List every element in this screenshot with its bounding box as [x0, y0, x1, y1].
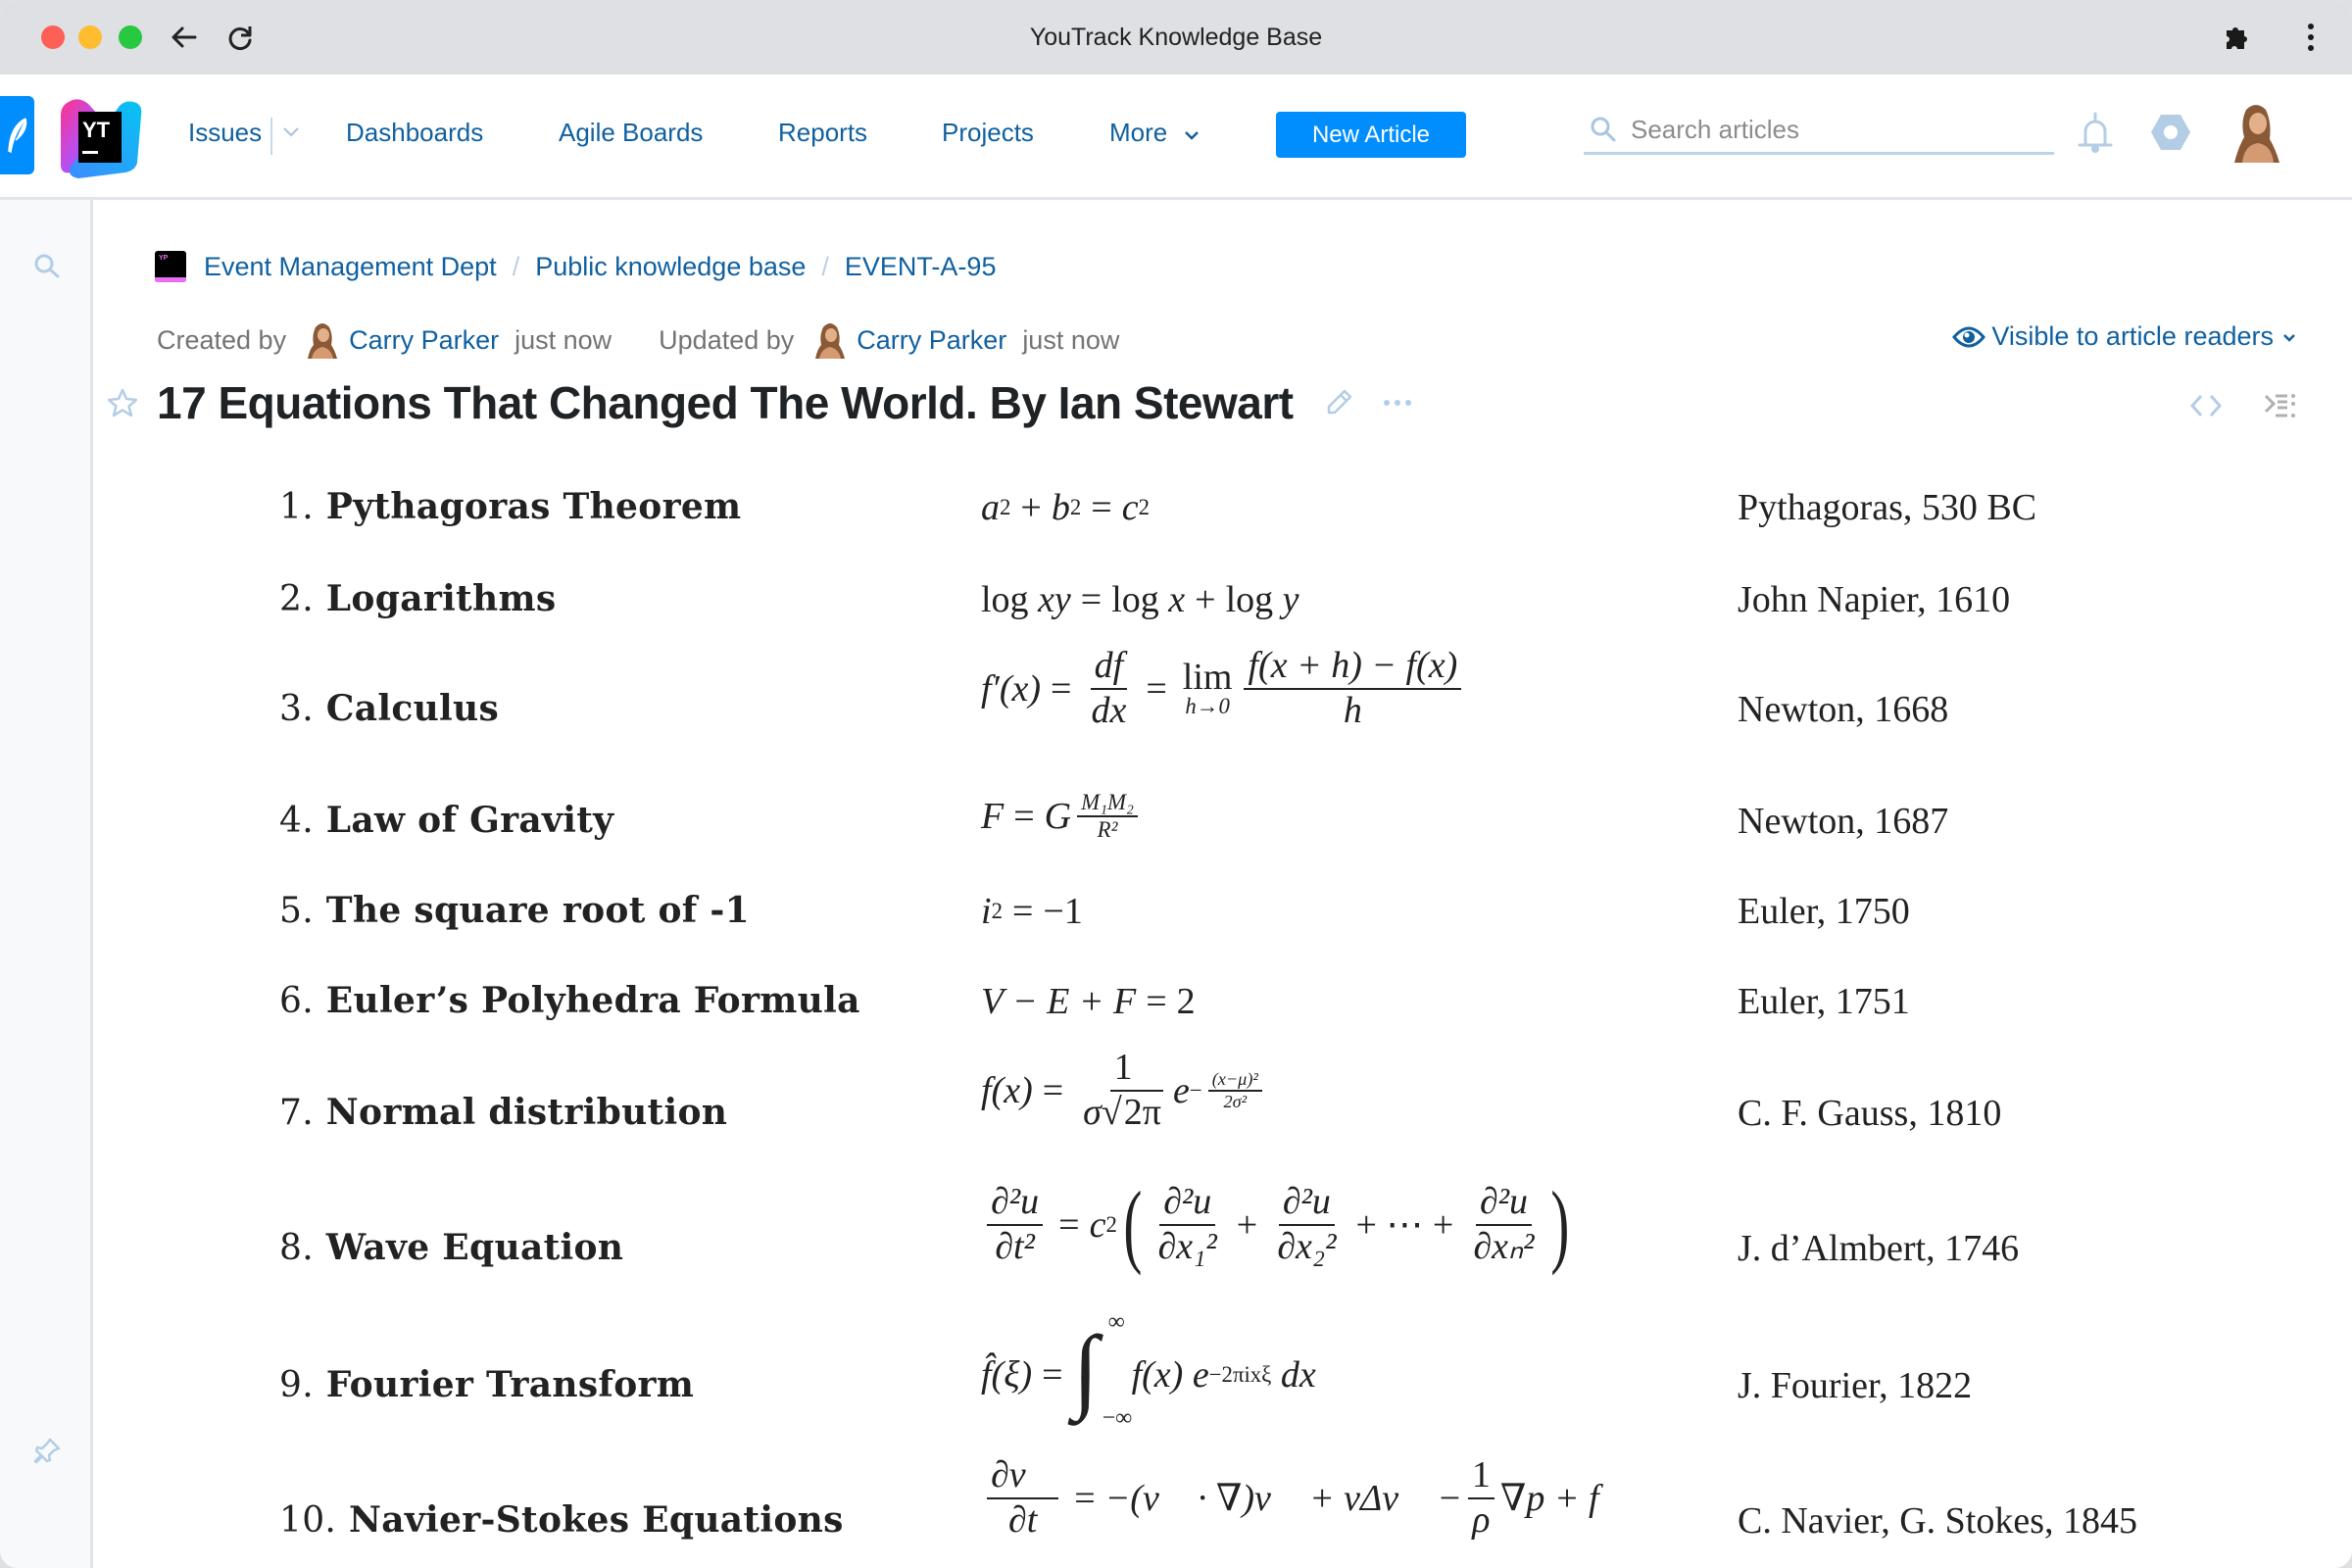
nav-more[interactable] — [1109, 118, 1200, 148]
project-icon: YP — [155, 251, 186, 282]
article-meta — [157, 321, 1119, 359]
equation-author: C. Navier, G. Stokes, 1845 — [1738, 1500, 2137, 1542]
user-avatar[interactable] — [2229, 100, 2283, 163]
equation-author: Newton, 1668 — [1738, 689, 1949, 730]
settings-button[interactable] — [2150, 114, 2191, 156]
settings-gear-icon — [2150, 114, 2191, 151]
visibility-dropdown[interactable] — [1952, 321, 2297, 352]
nav-projects[interactable]: Projects — [942, 118, 1034, 147]
equation-formula: $\frac{\partial v⃗}{\partial t}$ = −(v⃗ · ∇)v⃗ + νΔv⃗ − $\frac{1}{\rho}$ ∇p + f⃗ — [981, 1454, 1628, 1542]
left-sidebar — [0, 200, 93, 1568]
chevron-down-icon — [2281, 331, 2297, 343]
equation-name: 10. Navier-Stokes Equations — [279, 1499, 844, 1541]
equation-formula: f̂(ξ) = ∫ ∞ −∞ f(x) e −2πixξ dx — [981, 1309, 1316, 1431]
breadcrumb-item-article-id[interactable]: EVENT-A-95 — [844, 251, 997, 281]
search-icon — [32, 253, 62, 280]
equation-name: 9. Fourier Transform — [279, 1364, 695, 1405]
notifications-button[interactable] — [2076, 112, 2115, 160]
equation-author: Pythagoras, 530 BC — [1738, 487, 2037, 528]
star-icon[interactable] — [108, 388, 137, 417]
equation-name: 3. Calculus — [279, 688, 500, 729]
equation-name: 1. Pythagoras Theorem — [279, 486, 742, 527]
nav-issues[interactable]: Issues — [188, 118, 263, 147]
equation-formula: f′(x) = $\frac{df}{dx}$ = lim h→0 $\frac{f(x + h) - f(x)}{h}$ — [981, 645, 1467, 732]
nav-more-label: More — [1109, 118, 1168, 147]
sidebar-search-button[interactable] — [32, 253, 62, 285]
equation-name: 2. Logarithms — [279, 578, 557, 619]
equation-formula: a 2 + b 2 = c 2 — [981, 487, 1150, 528]
equation-author: Euler, 1750 — [1738, 891, 1910, 932]
updated-by-label: Updated by — [659, 324, 795, 355]
equation-formula: F = G $\frac{\text{M₁M₂}}{\text{R²}}$ — [981, 790, 1144, 843]
new-article-button[interactable]: New Article — [1276, 112, 1466, 158]
more-actions-icon[interactable] — [1382, 398, 1413, 408]
browser-menu-button[interactable] — [2305, 22, 2317, 58]
article-title: 17 Equations That Changed The World. By Ian Stewart — [157, 377, 1294, 428]
user-avatar-image — [2229, 100, 2283, 163]
app-header — [0, 74, 2352, 200]
equation-formula: f(x) = $\frac{1}{\sigma√2\pi}$ e − $\frac{\text{(x−μ)²}}{\text{2σ²}}$ — [981, 1047, 1268, 1134]
equation-author: C. F. Gauss, 1810 — [1738, 1093, 2002, 1134]
created-time: just now — [514, 324, 612, 355]
search-box[interactable] — [1584, 104, 2054, 155]
title-actions — [2189, 392, 2297, 419]
equation-author: Euler, 1751 — [1738, 981, 1910, 1022]
equation-author: John Napier, 1610 — [1738, 579, 2011, 620]
nav-issues-separator — [270, 118, 272, 155]
updated-time: just now — [1022, 324, 1120, 355]
issues-dropdown-toggle[interactable] — [282, 125, 300, 143]
equation-name: 8. Wave Equation — [279, 1227, 624, 1268]
equation-formula: i 2 = −1 — [981, 891, 1083, 932]
code-view-icon[interactable] — [2189, 393, 2223, 418]
chevron-down-icon — [282, 126, 300, 138]
vertical-ellipsis-icon — [2305, 22, 2317, 53]
equation-name: 7. Normal distribution — [279, 1092, 728, 1133]
article-content — [96, 200, 2352, 1568]
updater-avatar — [813, 321, 847, 359]
equation-name: 5. The square root of -1 — [279, 890, 751, 931]
title-row — [108, 376, 1413, 429]
nav-dashboards[interactable]: Dashboards — [346, 118, 484, 147]
puzzle-icon — [2221, 22, 2252, 53]
visibility-label: Visible to article readers — [1991, 321, 2274, 351]
table-of-contents-icon[interactable] — [2264, 392, 2297, 419]
breadcrumb-item-project[interactable]: Event Management Dept — [204, 251, 497, 281]
breadcrumb-separator: / — [512, 251, 520, 281]
breadcrumb-separator: / — [821, 251, 829, 281]
equation-formula: V − E + F = 2 — [981, 981, 1196, 1022]
sidebar-pin-button[interactable] — [32, 1437, 62, 1471]
browser-titlebar — [0, 0, 2352, 74]
youtrack-logo-icon — [59, 96, 143, 178]
creator-avatar — [306, 321, 339, 359]
updater-name-link[interactable]: Carry Parker — [857, 324, 1007, 355]
breadcrumb-item-knowledge-base[interactable]: Public knowledge base — [535, 251, 807, 281]
equation-name: 4. Law of Gravity — [279, 800, 614, 841]
equation-formula: $\frac{\text{∂²u}}{\text{∂t²}}$ = c 2 ( $\frac{\text{∂²u}}{\text{∂x₁²}}$ + $\frac{\text{∂²u}}{\text{∂x₂²}}$ + ⋯ + $\frac{\text{∂²u}}{\text{∂xₙ²}}$ ) — [981, 1178, 1575, 1271]
extensions-button[interactable] — [2221, 22, 2252, 58]
equation-author: J. Fourier, 1822 — [1738, 1365, 1973, 1406]
edit-pencil-icon[interactable] — [1323, 387, 1354, 418]
equation-formula: log xy = log x + log y — [981, 579, 1299, 620]
browser-title: YouTrack Knowledge Base — [1029, 24, 1323, 51]
youtrack-logo[interactable] — [59, 96, 143, 178]
equation-author: J. d’Almbert, 1746 — [1738, 1228, 2020, 1269]
eye-icon — [1952, 325, 1985, 349]
pin-icon — [32, 1437, 62, 1466]
nav-reports[interactable]: Reports — [778, 118, 868, 147]
search-input[interactable] — [1631, 110, 2042, 149]
breadcrumb — [155, 251, 996, 282]
created-by-label: Created by — [157, 324, 287, 355]
chevron-down-icon — [1184, 129, 1200, 141]
feather-icon — [6, 116, 29, 155]
equation-author: Newton, 1687 — [1738, 801, 1949, 842]
svg-text:YT: YT — [82, 118, 111, 142]
creator-name-link[interactable]: Carry Parker — [349, 324, 500, 355]
equation-name: 6. Euler’s Polyhedra Formula — [279, 980, 860, 1021]
knowledge-base-button[interactable] — [0, 96, 34, 174]
search-icon — [1590, 116, 1617, 143]
nav-agile-boards[interactable]: Agile Boards — [559, 118, 704, 147]
bell-icon — [2076, 112, 2115, 155]
